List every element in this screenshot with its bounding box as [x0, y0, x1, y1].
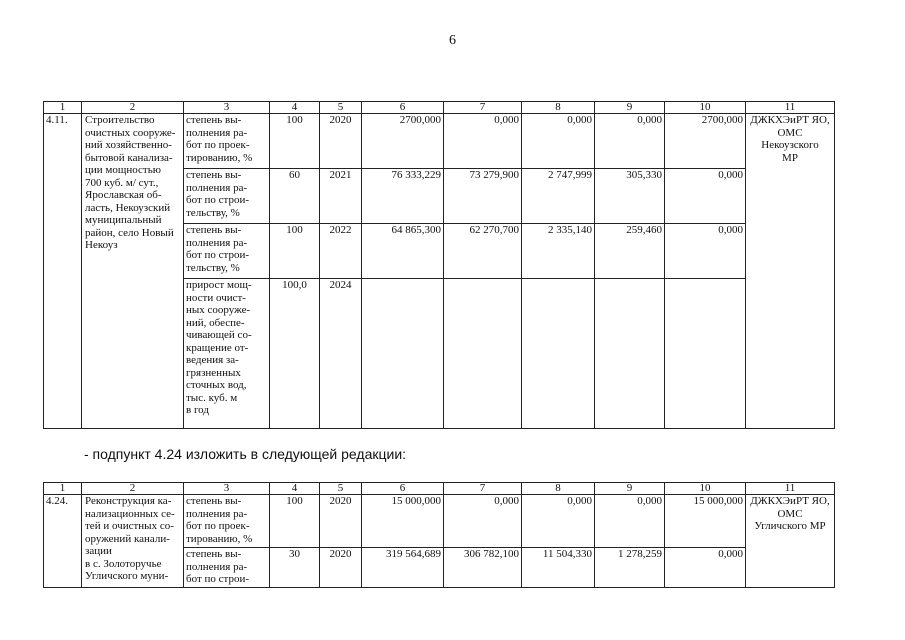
col-header: 9	[595, 102, 665, 114]
page-number: 6	[449, 33, 456, 48]
table-item-4-11	[43, 101, 835, 429]
item-description: Строительство очистных сооруже- ний хозяйственно- бытовой канализа- ции мощностью 700 куб. м/ сут., Ярославская об- ласть, Некоузский муниципальный район, село Новый Некоуз	[82, 114, 184, 429]
indicator-value: 100	[270, 224, 320, 279]
amendment-paragraph: - подпункт 4.24 изложить в следующей редакции:	[84, 446, 407, 462]
amount-col8: 2 747,999	[522, 169, 595, 224]
indicator-cell: прирост мощ- ности очист- ных сооруже- ний, обеспе- чивающей со- кращение от- ведения за- грязненных сточных вод, тыс. куб. м в год	[184, 279, 270, 429]
amount-col8	[522, 279, 595, 429]
col-header: 2	[82, 102, 184, 114]
col-header: 3	[184, 102, 270, 114]
amount-col9: 259,460	[595, 224, 665, 279]
amount-col8: 11 504,330	[522, 548, 595, 588]
col-header: 2	[82, 483, 184, 495]
indicator-cell: степень вы- полнения ра- бот по строи-	[184, 548, 270, 588]
col-header: 10	[665, 102, 746, 114]
col-header: 5	[320, 483, 362, 495]
executor-cell: ДЖКХЭиРТ ЯО, ОМС Некоузского МР	[746, 114, 835, 429]
col-header: 11	[746, 483, 835, 495]
amount-col7: 73 279,900	[444, 169, 522, 224]
amount-col8: 0,000	[522, 114, 595, 169]
amount-col8: 2 335,140	[522, 224, 595, 279]
year-cell: 2024	[320, 279, 362, 429]
table-header-row	[44, 102, 835, 114]
col-header: 11	[746, 102, 835, 114]
amount-col10: 0,000	[665, 224, 746, 279]
indicator-value: 30	[270, 548, 320, 588]
item-number: 4.24.	[44, 495, 82, 588]
amount-col10: 0,000	[665, 169, 746, 224]
year-cell: 2020	[320, 114, 362, 169]
year-cell: 2020	[320, 495, 362, 548]
item-description: Реконструкция ка- нализационных се- тей и очистных со- оружений канали- зации в с. Золоторучье Угличского муни-	[82, 495, 184, 588]
amount-col9: 0,000	[595, 495, 665, 548]
year-cell: 2022	[320, 224, 362, 279]
indicator-value: 60	[270, 169, 320, 224]
col-header: 1	[44, 483, 82, 495]
amount-col7: 0,000	[444, 495, 522, 548]
col-header: 4	[270, 102, 320, 114]
amount-col10: 0,000	[665, 548, 746, 588]
indicator-value: 100,0	[270, 279, 320, 429]
amount-total	[362, 279, 444, 429]
executor-cell: ДЖКХЭиРТ ЯО, ОМС Угличского МР	[746, 495, 835, 588]
year-cell: 2020	[320, 548, 362, 588]
amount-col9: 1 278,259	[595, 548, 665, 588]
amount-col9: 305,330	[595, 169, 665, 224]
indicator-cell: степень вы- полнения ра- бот по проек- тированию, %	[184, 495, 270, 548]
amount-col10: 15 000,000	[665, 495, 746, 548]
amount-total: 76 333,229	[362, 169, 444, 224]
amount-total: 64 865,300	[362, 224, 444, 279]
year-cell: 2021	[320, 169, 362, 224]
table-row	[44, 114, 835, 169]
amount-total: 319 564,689	[362, 548, 444, 588]
amount-col8: 0,000	[522, 495, 595, 548]
indicator-cell: степень вы- полнения ра- бот по строи- тельству, %	[184, 169, 270, 224]
amount-total: 15 000,000	[362, 495, 444, 548]
col-header: 10	[665, 483, 746, 495]
amount-total: 2700,000	[362, 114, 444, 169]
col-header: 8	[522, 102, 595, 114]
indicator-cell: степень вы- полнения ра- бот по строи- тельству, %	[184, 224, 270, 279]
indicator-value: 100	[270, 495, 320, 548]
table-header-row	[44, 483, 835, 495]
col-header: 6	[362, 483, 444, 495]
col-header: 5	[320, 102, 362, 114]
indicator-value: 100	[270, 114, 320, 169]
col-header: 8	[522, 483, 595, 495]
col-header: 7	[444, 102, 522, 114]
col-header: 1	[44, 102, 82, 114]
item-number: 4.11.	[44, 114, 82, 429]
table-row	[44, 495, 835, 548]
col-header: 6	[362, 102, 444, 114]
col-header: 7	[444, 483, 522, 495]
amount-col7: 306 782,100	[444, 548, 522, 588]
indicator-cell: степень вы- полнения ра- бот по проек- тированию, %	[184, 114, 270, 169]
amount-col7	[444, 279, 522, 429]
amount-col7: 0,000	[444, 114, 522, 169]
amount-col10: 2700,000	[665, 114, 746, 169]
amount-col10	[665, 279, 746, 429]
amount-col9: 0,000	[595, 114, 665, 169]
amount-col9	[595, 279, 665, 429]
amount-col7: 62 270,700	[444, 224, 522, 279]
table-item-4-24	[43, 482, 835, 588]
col-header: 9	[595, 483, 665, 495]
col-header: 3	[184, 483, 270, 495]
col-header: 4	[270, 483, 320, 495]
